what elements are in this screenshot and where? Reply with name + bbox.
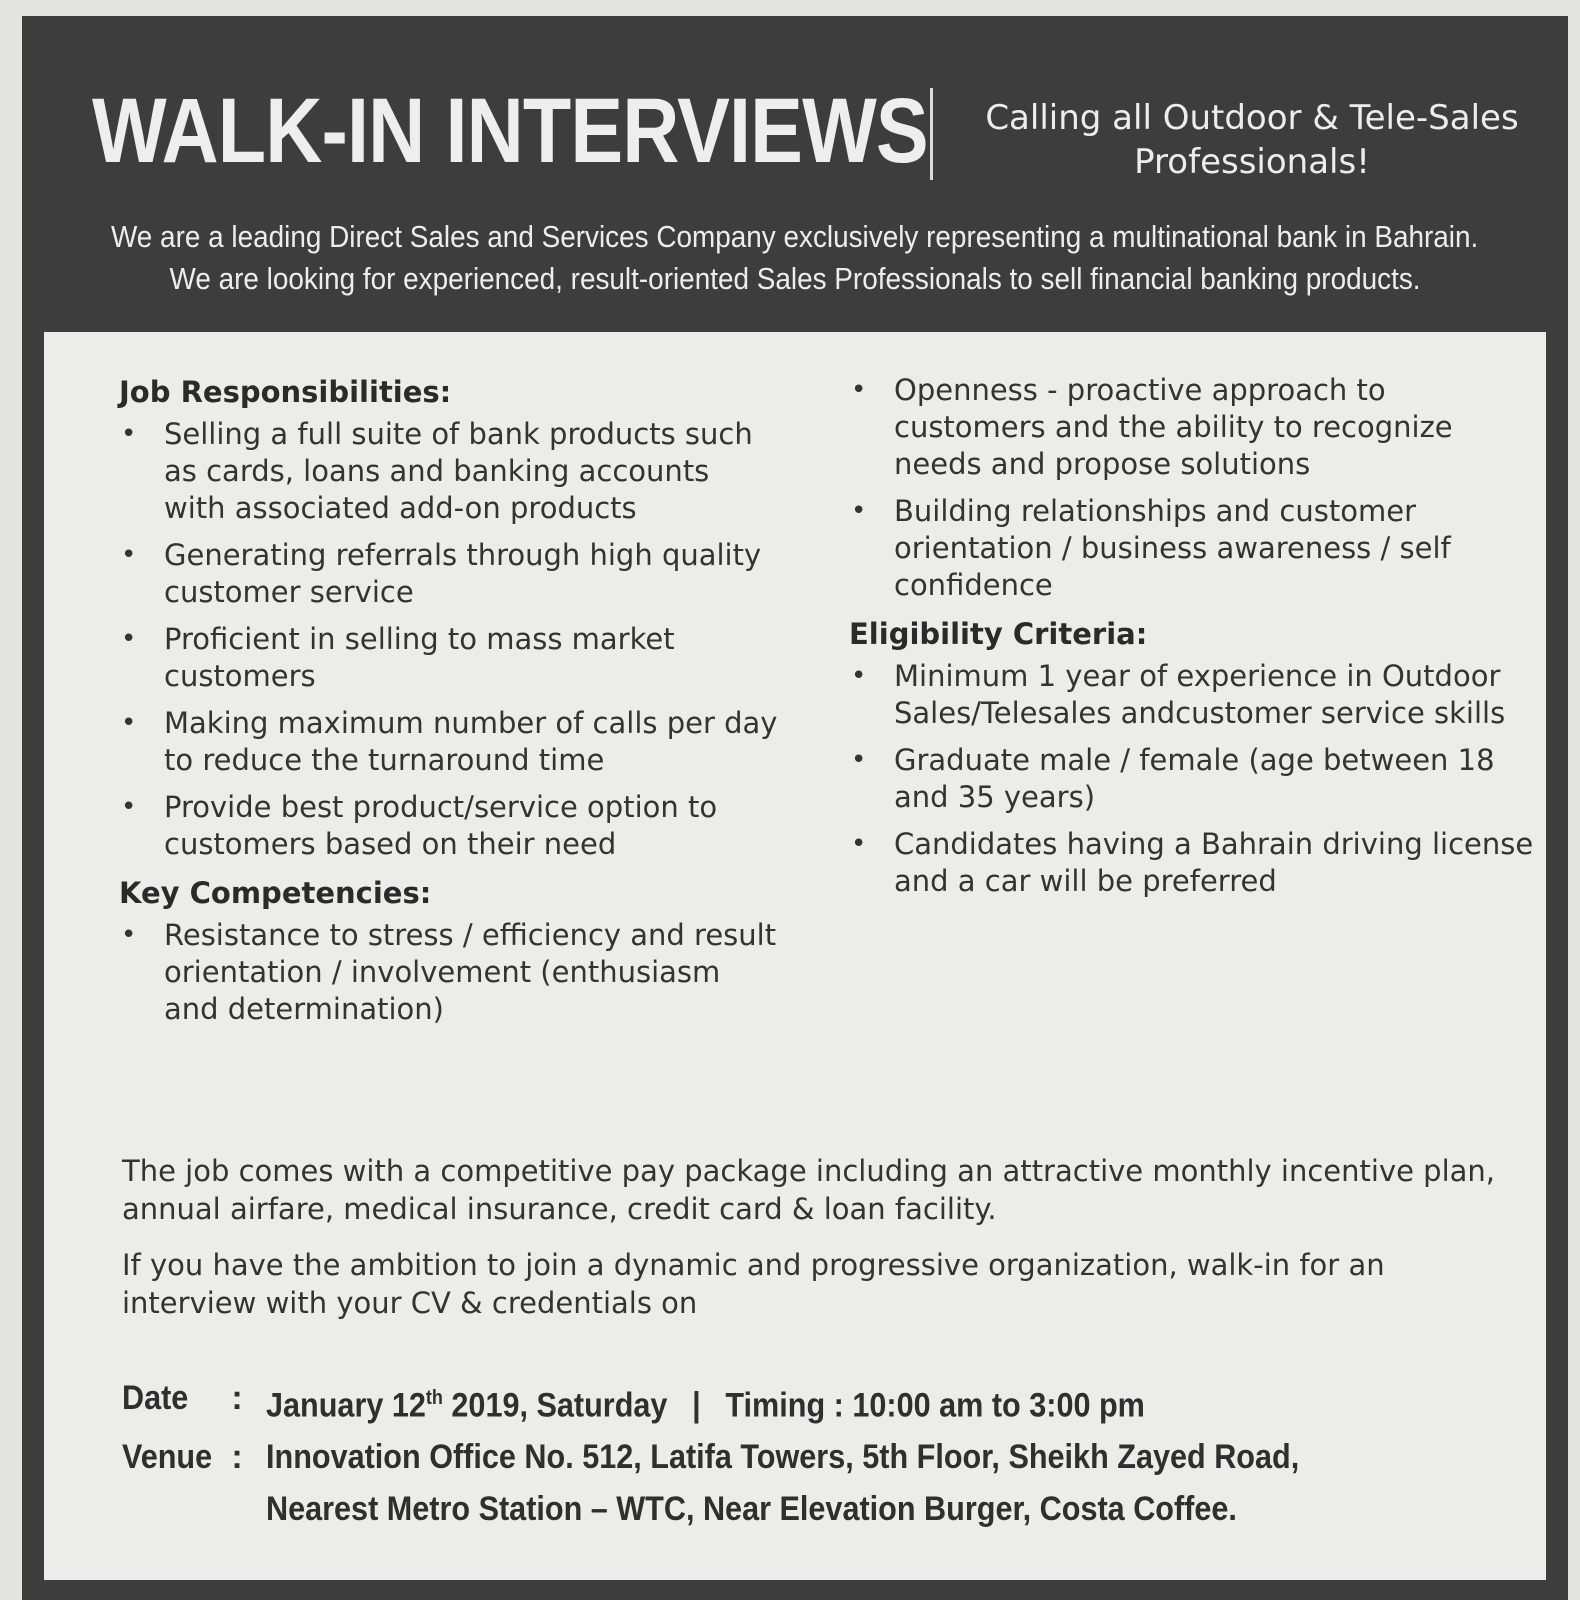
ad-body bbox=[44, 332, 1546, 1580]
bullet-icon: • bbox=[121, 540, 137, 570]
tagline bbox=[942, 96, 1562, 184]
bullet-icon: • bbox=[851, 661, 867, 691]
date-value: January 12 bbox=[266, 1386, 426, 1425]
list-item bbox=[119, 789, 779, 863]
list-item bbox=[119, 621, 779, 695]
list-item bbox=[119, 537, 779, 611]
venue-colon: : bbox=[231, 1438, 243, 1477]
benefits-paragraph: The job comes with a competitive pay package including an attractive monthly incentive plan, annual airfare, medical insurance, credit card & loan facility. bbox=[122, 1154, 1495, 1226]
company-intro bbox=[22, 216, 1568, 300]
date-ordinal: th bbox=[425, 1387, 443, 1409]
list-item bbox=[849, 372, 1539, 483]
venue-row bbox=[122, 1431, 1542, 1535]
venue-label: Venue bbox=[122, 1438, 213, 1477]
interview-details bbox=[122, 1372, 1542, 1535]
headline: WALK-IN INTERVIEWS bbox=[92, 80, 928, 182]
tagline-line-1: Calling all Outdoor & Tele-Sales bbox=[985, 98, 1519, 138]
right-column bbox=[849, 372, 1539, 910]
timing-label: Timing bbox=[725, 1386, 826, 1425]
bullet-icon: • bbox=[851, 375, 867, 405]
date-timing-value bbox=[266, 1372, 1414, 1431]
bullet-icon: • bbox=[121, 419, 137, 449]
competencies-list-right bbox=[849, 372, 1539, 604]
list-item-text: Building relationships and customer orientation / business awareness / self confidence bbox=[894, 494, 1451, 602]
responsibilities-title: Job Responsibilities: bbox=[119, 375, 452, 409]
date-row bbox=[122, 1372, 1542, 1431]
date-rest: 2019, Saturday bbox=[442, 1386, 668, 1425]
job-advertisement bbox=[22, 16, 1568, 1600]
bullet-icon: • bbox=[121, 708, 137, 738]
left-column bbox=[119, 372, 779, 1038]
date-label: Date bbox=[122, 1379, 189, 1417]
timing-value: : 10:00 am to 3:00 pm bbox=[833, 1386, 1145, 1425]
closing-paragraphs bbox=[122, 1152, 1522, 1340]
competencies-list-left bbox=[119, 917, 779, 1028]
eligibility-title: Eligibility Criteria: bbox=[849, 617, 1148, 651]
ad-header bbox=[22, 16, 1568, 331]
list-item-text: Minimum 1 year of experience in Outdoor Sales/Telesales andcustomer service skills bbox=[894, 659, 1506, 730]
intro-line-1: We are a leading Direct Sales and Services Company exclusively representing a multinational bank in Bahrain. bbox=[111, 219, 1479, 254]
competencies-title: Key Competencies: bbox=[119, 876, 432, 910]
bullet-icon: • bbox=[121, 792, 137, 822]
list-item-text: Resistance to stress / efficiency and result orientation / involvement (enthusiasm and determination) bbox=[164, 918, 777, 1026]
bullet-icon: • bbox=[121, 920, 137, 950]
list-item bbox=[119, 416, 779, 527]
list-item-text: Candidates having a Bahrain driving license and a car will be preferred bbox=[894, 827, 1534, 898]
venue-value: Innovation Office No. 512, Latifa Towers, 5th Floor, Sheikh Zayed Road, Nearest Metro Station – WTC, Near Elevation Burger, Costa Coffee. bbox=[266, 1438, 1300, 1529]
bullet-icon: • bbox=[851, 745, 867, 775]
header-divider bbox=[930, 88, 933, 180]
bullet-icon: • bbox=[851, 829, 867, 859]
list-item bbox=[849, 826, 1539, 900]
responsibilities-list bbox=[119, 416, 779, 863]
bullet-icon: • bbox=[121, 624, 137, 654]
list-item-text: Making maximum number of calls per day to reduce the turnaround time bbox=[164, 706, 778, 777]
list-item-text: Proficient in selling to mass market customers bbox=[164, 622, 675, 693]
list-item-text: Generating referrals through high quality customer service bbox=[164, 538, 762, 609]
list-item bbox=[849, 742, 1539, 816]
bullet-icon: • bbox=[851, 496, 867, 526]
list-item bbox=[849, 658, 1539, 732]
list-item-text: Selling a full suite of bank products such as cards, loans and banking accounts with associated add-on products bbox=[164, 417, 753, 525]
date-colon: : bbox=[231, 1379, 243, 1417]
date-timing-separator: | bbox=[692, 1386, 701, 1425]
list-item bbox=[849, 493, 1539, 604]
call-to-action-paragraph: If you have the ambition to join a dynamic and progressive organization, walk-in for an interview with your CV & credentials on bbox=[122, 1248, 1385, 1320]
list-item-text: Provide best product/service option to customers based on their need bbox=[164, 790, 718, 861]
list-item-text: Openness - proactive approach to customers and the ability to recognize needs and propose solutions bbox=[894, 373, 1453, 481]
eligibility-list bbox=[849, 658, 1539, 900]
list-item bbox=[119, 705, 779, 779]
intro-line-2: We are looking for experienced, result-oriented Sales Professionals to sell financial banking products. bbox=[169, 261, 1421, 296]
list-item-text: Graduate male / female (age between 18 and 35 years) bbox=[894, 743, 1495, 814]
tagline-line-2: Professionals! bbox=[1134, 142, 1370, 182]
list-item bbox=[119, 917, 779, 1028]
